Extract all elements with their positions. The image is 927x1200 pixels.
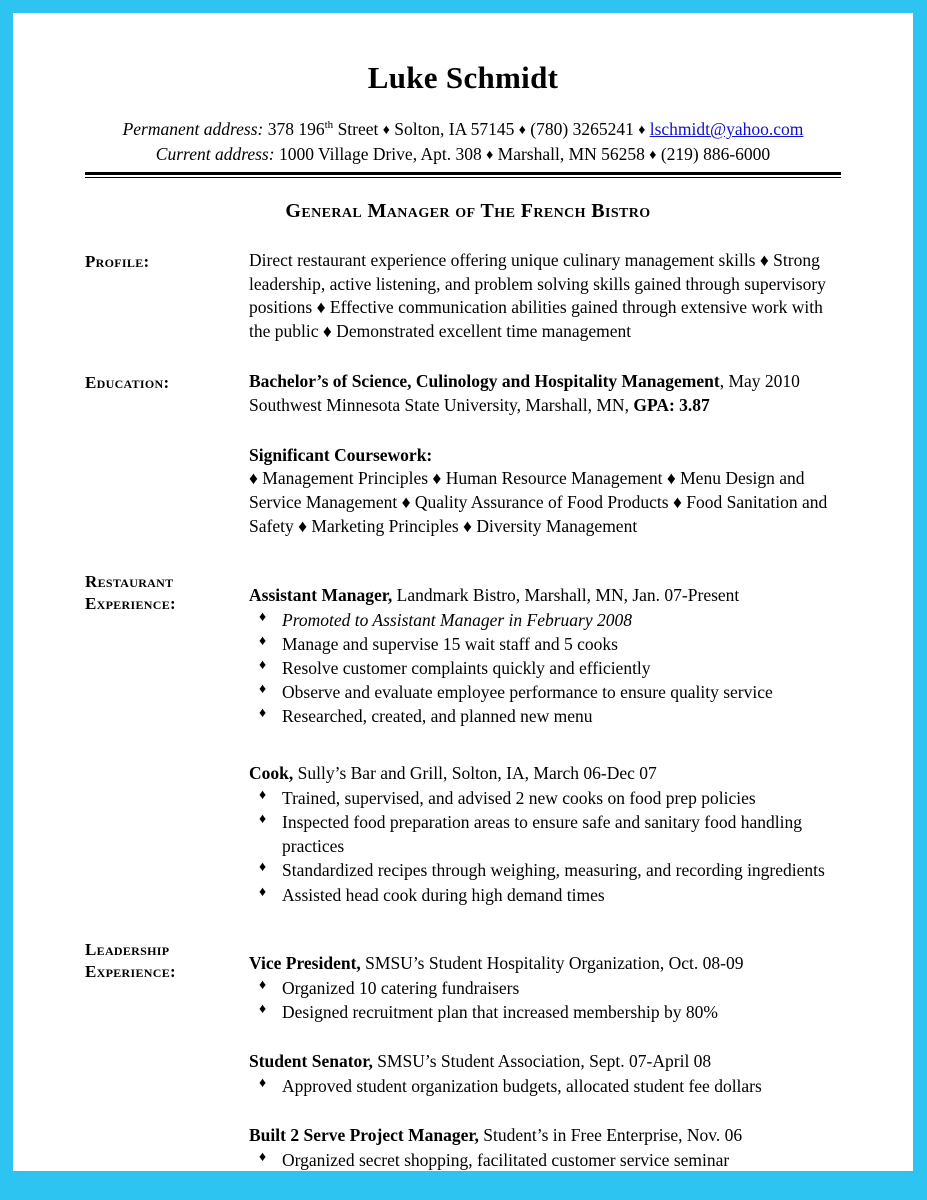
permanent-address-line — [85, 117, 841, 142]
current-phone: (219) 886-6000 — [660, 143, 771, 164]
role-title: Built 2 Serve Project Manager, — [249, 1124, 479, 1145]
section-profile — [85, 249, 841, 344]
bullet-text: Assisted head cook during high demand times — [282, 884, 605, 905]
bullet-text: Standardized recipes through weighing, measuring, and recording ingredients — [282, 860, 825, 881]
decorative-border-bottom — [0, 1171, 927, 1200]
job-title: Assistant Manager, — [249, 584, 393, 605]
list-item — [249, 810, 841, 858]
bullet-text: Organized 10 catering fundraisers — [282, 977, 520, 998]
contact-block — [85, 117, 841, 167]
email-link[interactable]: lschmidt@yahoo.com — [649, 119, 804, 140]
permanent-street-number: 378 196 — [267, 119, 325, 140]
coursework-text: ♦ Management Principles ♦ Human Resource Management ♦ Menu Design and Service Management ♦ Quality Assurance of Food Products ♦ Food Sanitation and Safety ♦ Marketing Principles ♦ Diversity Management — [249, 468, 828, 536]
spacer — [249, 937, 841, 952]
bullet-text: Manage and supervise 15 wait staff and 5 cooks — [282, 633, 618, 654]
education-school-line — [249, 394, 841, 418]
bullet-text: Designed recruitment plan that increased membership by 80% — [282, 1001, 718, 1022]
section-education — [85, 370, 841, 539]
permanent-phone: (780) 3265241 — [530, 119, 634, 140]
diamond-bullet-icon: ♦ — [259, 1075, 267, 1091]
role-detail: Student’s in Free Enterprise, Nov. 06 — [478, 1124, 743, 1145]
section-label-line-1: Leadership — [85, 939, 170, 959]
diamond-bullet-icon: ♦ — [259, 860, 267, 876]
decorative-border-top — [0, 0, 927, 13]
diamond-bullet-icon: ♦ — [259, 1149, 267, 1165]
current-city-state-zip: Marshall, MN 56258 — [497, 143, 645, 164]
document-sheet — [13, 13, 913, 1171]
section-label-line-1: Restaurant — [85, 571, 174, 591]
job-bullet-list — [249, 608, 841, 729]
diamond-bullet-icon: ♦ — [259, 788, 267, 804]
list-item — [249, 858, 841, 882]
spacer — [249, 1024, 841, 1050]
section-label-restaurant-experience — [85, 569, 249, 615]
diamond-bullet-icon: ♦ — [259, 657, 267, 673]
section-label-education: Education: — [85, 372, 170, 392]
list-item — [249, 786, 841, 810]
list-item — [249, 1074, 841, 1098]
permanent-city-state-zip: Solton, IA 57145 — [394, 119, 515, 140]
list-item — [249, 632, 841, 656]
list-item — [249, 883, 841, 907]
diamond-bullet-icon: ♦ — [259, 609, 267, 625]
education-degree-date: , May 2010 — [719, 370, 800, 391]
list-item — [249, 976, 841, 1000]
gpa-value: 3.87 — [674, 394, 710, 415]
diamond-bullet-icon: ♦ — [259, 706, 267, 722]
education-degree-line — [249, 370, 841, 394]
role-detail: SMSU’s Student Hospitality Organization, Oct. 08-09 — [360, 952, 744, 973]
header-divider — [85, 172, 841, 178]
separator-diamond-icon: ♦ — [518, 123, 526, 139]
role-bullet-list — [249, 976, 841, 1024]
job-heading — [249, 584, 841, 608]
role-title: Student Senator, — [249, 1050, 373, 1071]
role-heading — [249, 1050, 841, 1074]
education-school: Southwest Minnesota State University, Marshall, MN, — [249, 394, 634, 415]
role-title: Vice President, — [249, 952, 361, 973]
role-bullet-list — [249, 1148, 841, 1172]
spacer — [249, 418, 841, 444]
spacer — [249, 728, 841, 762]
bullet-text: Trained, supervised, and advised 2 new cooks on food prep policies — [282, 788, 756, 809]
section-label-leadership-experience — [85, 937, 249, 983]
diamond-bullet-icon: ♦ — [259, 884, 267, 900]
separator-diamond-icon: ♦ — [638, 123, 646, 139]
document-content — [13, 13, 913, 1172]
list-item — [249, 656, 841, 680]
separator-diamond-icon: ♦ — [382, 123, 390, 139]
role-bullet-list — [249, 1074, 841, 1098]
bullet-text: Inspected food preparation areas to ensure safe and sanitary food handling practices — [282, 812, 802, 857]
role-detail: SMSU’s Student Association, Sept. 07-April 08 — [372, 1050, 712, 1071]
section-body-education — [249, 370, 841, 539]
permanent-address-label: Permanent address: — [122, 119, 264, 140]
role-heading — [249, 952, 841, 976]
decorative-border-left — [0, 0, 13, 1200]
profile-text: Direct restaurant experience offering unique culinary management skills ♦ Strong leadership, active listening, and problem solving skills gained through supervisory positions ♦ Effective communication abilities gained through extensive work with the public ♦ Demonstrated excellent time management — [249, 249, 826, 342]
section-body-leadership-experience — [249, 937, 841, 1172]
section-label-profile: Profile: — [85, 251, 150, 271]
list-item — [249, 608, 841, 632]
section-body-restaurant-experience — [249, 569, 841, 907]
bullet-text: Researched, created, and planned new menu — [282, 706, 593, 727]
list-item — [249, 1148, 841, 1172]
current-street: 1000 Village Drive, Apt. 308 — [278, 143, 482, 164]
bullet-text: Approved student organization budgets, allocated student fee dollars — [282, 1075, 762, 1096]
job-title: Cook, — [249, 763, 294, 784]
candidate-name: Luke Schmidt — [367, 60, 559, 95]
section-label-line-2: Experience: — [85, 961, 176, 981]
decorative-border-right — [913, 0, 927, 1200]
role-heading — [249, 1124, 841, 1148]
permanent-street-name: Street — [333, 119, 379, 140]
objective-title: General Manager of The French Bistro — [285, 199, 651, 222]
coursework-heading: Significant Coursework: — [249, 444, 433, 465]
separator-diamond-icon: ♦ — [649, 147, 657, 163]
diamond-bullet-icon: ♦ — [259, 977, 267, 993]
education-degree: Bachelor’s of Science, Culinology and Hospitality Management — [249, 370, 720, 391]
bullet-text: Organized secret shopping, facilitated customer service seminar — [282, 1149, 730, 1170]
diamond-bullet-icon: ♦ — [259, 633, 267, 649]
job-detail: Sully’s Bar and Grill, Solton, IA, March 06-Dec 07 — [293, 763, 657, 784]
diamond-bullet-icon: ♦ — [259, 1001, 267, 1017]
gpa-label: GPA: — [633, 394, 675, 415]
list-item — [249, 1000, 841, 1024]
current-address-label: Current address: — [155, 143, 275, 164]
spacer — [249, 569, 841, 584]
bullet-text: Promoted to Assistant Manager in February 2008 — [282, 609, 632, 630]
diamond-bullet-icon: ♦ — [259, 681, 267, 697]
section-body-profile — [249, 249, 841, 344]
diamond-bullet-icon: ♦ — [259, 812, 267, 828]
job-heading — [249, 762, 841, 786]
list-item — [249, 704, 841, 728]
bullet-text: Observe and evaluate employee performance to ensure quality service — [282, 681, 773, 702]
bullet-text: Resolve customer complaints quickly and efficiently — [282, 657, 651, 678]
job-detail: Landmark Bistro, Marshall, MN, Jan. 07-Present — [392, 584, 740, 605]
current-address-line — [85, 142, 841, 167]
separator-diamond-icon: ♦ — [486, 147, 494, 163]
section-restaurant-experience — [85, 569, 841, 907]
list-item — [249, 680, 841, 704]
spacer — [249, 1098, 841, 1124]
section-leadership-experience — [85, 937, 841, 1172]
section-label-line-2: Experience: — [85, 593, 176, 613]
permanent-street-suffix: th — [324, 119, 334, 132]
job-bullet-list — [249, 786, 841, 907]
